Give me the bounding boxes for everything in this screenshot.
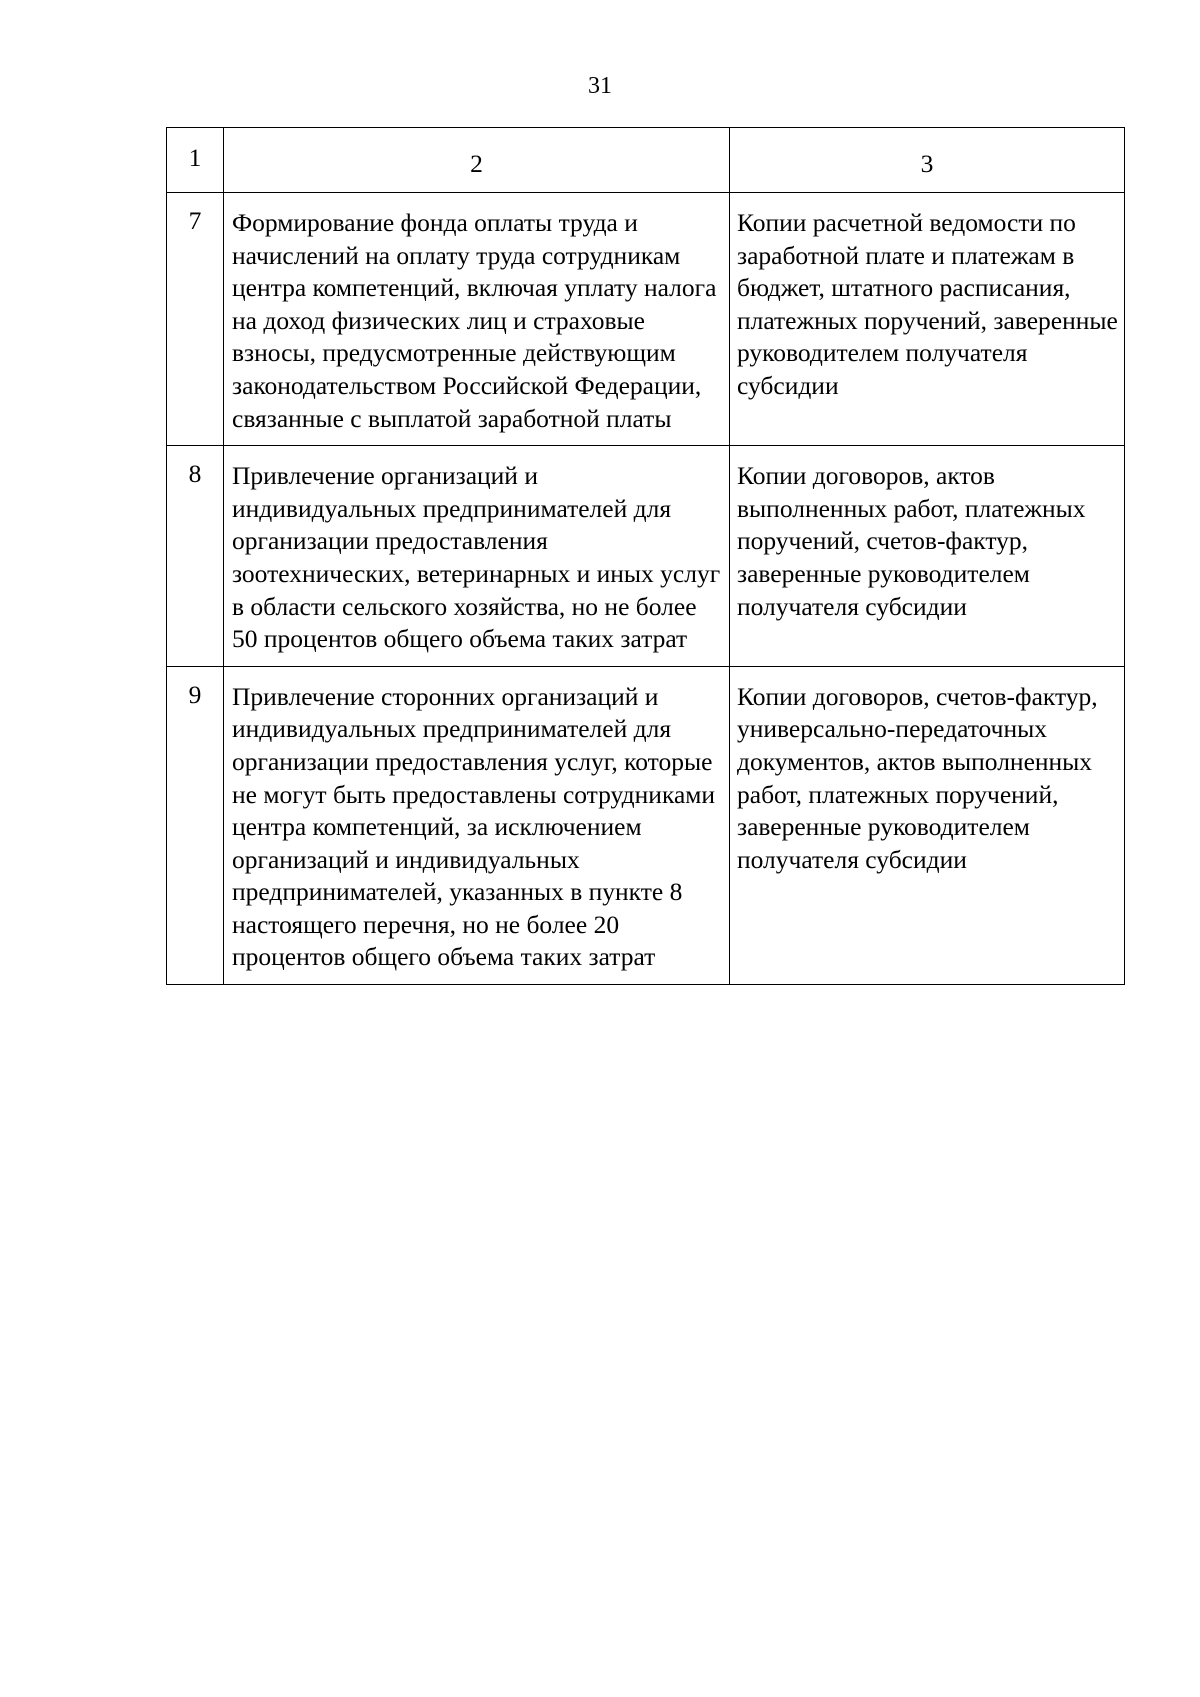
- column-description-header: 2: [224, 128, 730, 193]
- row-documents: Копии договоров, актов выполненных работ, платежных поручений, счетов-фактур, заверенные руководителем получателя субсидии: [730, 446, 1125, 667]
- table-row: [167, 446, 1125, 667]
- page-number: 31: [588, 73, 612, 99]
- column-number-header: 1: [167, 128, 224, 193]
- table-row: [167, 666, 1125, 984]
- row-number: 8: [167, 446, 224, 667]
- row-description: Привлечение сторонних организаций и индивидуальных предпринимателей для организации предоставления услуг, которые не могут быть предоставлены сотрудниками центра компетенций, за исключением организаций и индивидуальных предпринимателей, указанных в пункте 8 настоящего перечня, но не более 20 процентов общего объема таких затрат: [224, 666, 730, 984]
- row-number: 9: [167, 666, 224, 984]
- table-row: [167, 193, 1125, 446]
- row-description: Привлечение организаций и индивидуальных предпринимателей для организации предоставления зоотехнических, ветеринарных и иных услуг в области сельского хозяйства, но не более 50 процентов общего объема таких затрат: [224, 446, 730, 667]
- row-documents: Копии договоров, счетов-фактур, универсально-передаточных документов, актов выполненных работ, платежных поручений, заверенные руководителем получателя субсидии: [730, 666, 1125, 984]
- expense-documents-table: [166, 127, 1125, 985]
- row-documents: Копии расчетной ведомости по заработной плате и платежам в бюджет, штатного расписания, платежных поручений, заверенные руководителем получателя субсидии: [730, 193, 1125, 446]
- column-documents-header: 3: [730, 128, 1125, 193]
- row-number: 7: [167, 193, 224, 446]
- row-description: Формирование фонда оплаты труда и начислений на оплату труда сотрудникам центра компетенций, включая уплату налога на доход физических лиц и страховые взносы, предусмотренные действующим законодательством Российской Федерации, связанные с выплатой заработной платы: [224, 193, 730, 446]
- table-header-row: [167, 128, 1125, 193]
